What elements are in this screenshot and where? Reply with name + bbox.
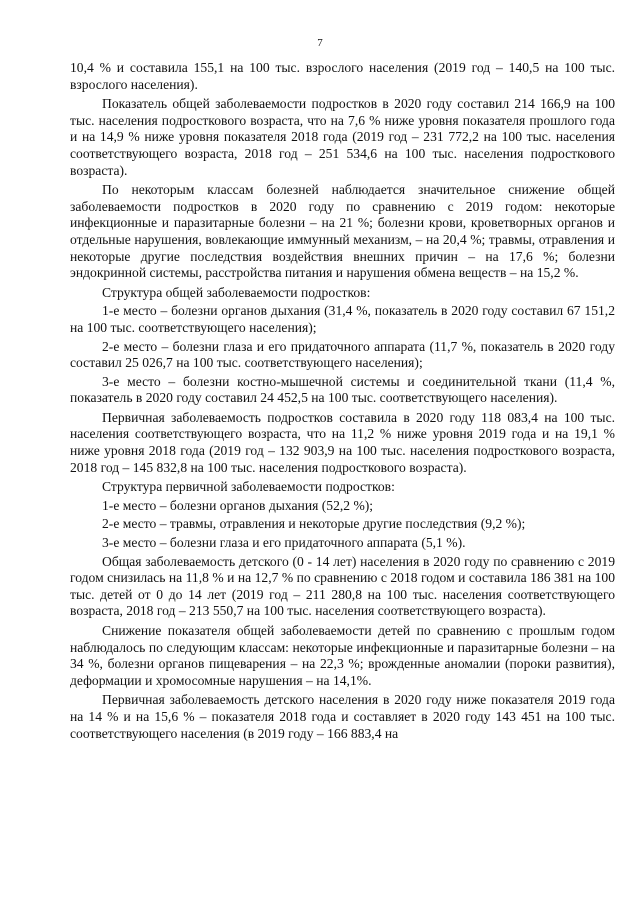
paragraph-teen-disease-classes: По некоторым классам болезней наблюдается значительное снижение общей заболеваемости подростков в 2020 году по сравнению с 2019 годом: некоторые инфекционные и паразитарные болезни – на 21 %; болезни крови, кроветворных органов и отдельные нарушения, вовлекающие иммунный механизм, – на 20,4 %; травмы, отравления и некоторые другие последствия воздействия внешних причин – на 17,6 %; болезни эндокринной системы, расстройства питания и нарушения обмена веществ – на 15,2 %. (70, 182, 615, 281)
document-body (70, 60, 615, 745)
paragraph-continuation: 10,4 % и составила 155,1 на 100 тыс. взрослого населения (2019 год – 140,5 на 100 тыс. взрослого населения). (70, 60, 615, 92)
list-item-teen-general-3: 3-е место – болезни костно-мышечной системы и соединительной ткани (11,4 %, показатель в 2020 году составил 24 452,5 на 100 тыс. соответствующего населения). (70, 373, 615, 406)
list-item-teen-primary-3: 3-е место – болезни глаза и его придаточного аппарата (5,1 %). (102, 535, 466, 551)
list-item-teen-primary-2: 2-е место – травмы, отравления и некоторые другие последствия (9,2 %); (102, 516, 526, 532)
page-number: 7 (317, 37, 323, 49)
paragraph-child-general-morbidity: Общая заболеваемость детского (0 - 14 лет) населения в 2020 году по сравнению с 2019 годом снизилась на 11,8 % и на 12,7 % по сравнению с 2018 годом и составила 186 381 на 100 тыс. детей от 0 до 14 лет (2019 год – 211 280,8 на 100 тыс. населения соответствующего возраста, 2018 год – 213 550,7 на 100 тыс. населения соответствующего возраста). (70, 553, 615, 619)
paragraph-child-primary-morbidity: Первичная заболеваемость детского населения в 2020 году ниже показателя 2019 года на 14 % и на 15,6 % – показателя 2018 года и составляет в 2020 году 143 451 на 100 тыс. соответствующего населения (в 2019 году – 166 883,4 на (70, 692, 615, 741)
heading-teen-general-structure: Структура общей заболеваемости подростков: (102, 284, 371, 300)
paragraph-teen-primary-morbidity: Первичная заболеваемость подростков составила в 2020 году 118 083,4 на 100 тыс. населения соответствующего возраста, что на 11,2 % ниже уровня 2019 года и на 19,1 % ниже уровня 2018 года (2019 год – 132 903,9 на 100 тыс. населения подросткового возраста, 2018 год – 145 832,8 на 100 тыс. населения подросткового возраста). (70, 409, 615, 475)
heading-teen-primary-structure: Структура первичной заболеваемости подростков: (102, 479, 395, 495)
list-item-teen-general-2: 2-е место – болезни глаза и его придаточного аппарата (11,7 %, показатель в 2020 году составил 25 026,7 на 100 тыс. соответствующего населения); (70, 338, 615, 371)
paragraph-teen-general-morbidity: Показатель общей заболеваемости подростков в 2020 году составил 214 166,9 на 100 тыс. населения подросткового возраста, что на 7,6 % ниже уровня показателя прошлого года и на 14,9 % ниже уровня показателя 2018 года (2019 год – 231 772,2 на 100 тыс. населения соответствующего возраста, 2018 год – 251 534,6 на 100 тыс. населения подросткового возраста). (70, 96, 615, 178)
list-item-teen-primary-1: 1-е место – болезни органов дыхания (52,2 %); (102, 497, 374, 513)
paragraph-child-decrease-classes: Снижение показателя общей заболеваемости детей по сравнению с прошлым годом наблюдалось по следующим классам: некоторые инфекционные и паразитарные болезни – на 34 %, болезни органов пищеварения – на 22,3 %; врожденные аномалии (пороки развития), деформации и хромосомные нарушения – на 14,1%. (70, 623, 615, 688)
list-item-teen-general-1: 1-е место – болезни органов дыхания (31,4 %, показатель в 2020 году составил 67 151,2 на 100 тыс. соответствующего населения); (70, 303, 615, 335)
